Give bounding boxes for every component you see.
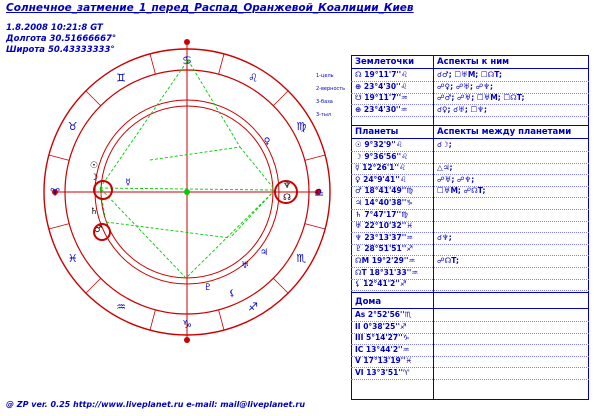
planet-glyph-4: ♆ [282, 181, 292, 191]
aspect-line-2 [100, 188, 186, 278]
chart-latitude: Широта 50.43333333° [6, 45, 115, 55]
planet-glyph-7: ♃ [259, 248, 269, 258]
planet-glyph-6: ♀ [263, 137, 271, 147]
side-label-3: 3-база [316, 99, 333, 105]
point-row-name: ⊕ 23°4'30''♌ [355, 81, 408, 91]
planet-row-name: ♀ 24°9'41''♌ [355, 174, 407, 184]
planet-glyph-1: ☽ [89, 173, 99, 183]
zodiac-divider [273, 91, 288, 106]
house-row-name: III 5°14'27''♑ [355, 333, 410, 342]
planet-row-aspects: ☍♅; ☍♆; [437, 174, 475, 184]
planet-row-name: ♃ 14°40'38''♑ [355, 198, 414, 207]
planet-row-name: ♂ 18°41'49''♍ [355, 186, 414, 196]
planets-aspects-header: Аспекты между планетами [437, 127, 572, 137]
planet-glyph-5: ☊ [283, 193, 291, 203]
table-column-divider [433, 55, 434, 400]
planet-row-name: ♄ 7°47'17''♍ [355, 209, 408, 219]
mc-marker [184, 39, 190, 45]
planet-row-aspects: ☐♅M; ☍☊T; [437, 186, 486, 196]
zodiac-sign-9: ♑ [182, 318, 192, 331]
house-row-name: II 0°38'25''♐ [355, 321, 407, 331]
point-row-aspects: ☍♂; ☍♅; ☐♅M; ☐☊T; [437, 93, 525, 102]
zodiac-divider [150, 54, 155, 74]
planet-row-aspects: ☍☊T; [437, 256, 459, 265]
table-header-divider [351, 68, 589, 69]
zodiac-sign-3: ♋ [182, 54, 192, 67]
house-row-name: As 2°52'56''♏ [355, 310, 412, 319]
zodiac-sign-5: ♍ [296, 120, 307, 133]
planet-glyph-2: ♄ [89, 207, 99, 217]
side-label-1: 1-цель [316, 73, 334, 79]
point-row-aspects: ☌♀; ☌♅; ☐♆; [437, 104, 487, 114]
zodiac-sign-2: ♊ [116, 71, 126, 85]
zodiac-sign-1: ♉ [67, 120, 78, 133]
planet-row-name: ☉ 9°32'9''♌ [355, 140, 403, 149]
ic-marker [184, 337, 190, 343]
points-header: Землеточки [355, 57, 415, 67]
zodiac-sign-11: ♓ [67, 252, 78, 265]
aspect-line-7 [150, 147, 240, 160]
house-row-name: VI 13°3'51''♈ [355, 367, 410, 377]
zodiac-sign-0: ♈ [50, 186, 60, 199]
table-header-divider [351, 308, 589, 309]
zodiac-sign-8: ♐ [248, 300, 258, 314]
point-row-name: ⊕ 23°4'30''♒ [355, 104, 408, 114]
zodiac-sign-4: ♌ [248, 71, 258, 85]
planet-row-name: ♅ 22°10'32''♓ [355, 221, 414, 231]
planet-row-aspects: ☌♆; [437, 232, 452, 242]
aspect-line-6 [106, 222, 230, 238]
planet-glyph-11: ☿ [125, 178, 131, 188]
table-header-divider [351, 138, 589, 139]
house-row-name: V 17°13'19''♓ [355, 356, 413, 365]
table-section-divider [351, 292, 589, 293]
planet-glyph-8: ♅ [240, 261, 250, 271]
zodiac-divider [273, 278, 288, 293]
zodiac-divider [150, 310, 155, 330]
point-row-aspects: ☍♀; ☍♅; ☍♆; [437, 81, 493, 91]
zodiac-divider [86, 91, 101, 106]
aspect-line-9 [230, 190, 275, 238]
chart-title: Солнечное_затмение_1_перед_Распад_Оранжевой_Коалиции_Киев [6, 2, 414, 14]
footer-text: @ ZP ver. 0.25 http://www.liveplanet.ru e-mail: mail@liveplanet.ru [6, 400, 306, 409]
planet-row-name: ⚸ 12°41'2''♐ [355, 279, 407, 289]
points-aspects-header: Аспекты к ним [437, 57, 510, 67]
planet-glyph-9: ♇ [203, 283, 213, 293]
side-label-2: 2-верность [316, 86, 346, 92]
planet-row-aspects: ☌☽; [437, 140, 452, 149]
houses-header: Дома [355, 297, 382, 307]
aspect-line-5 [100, 60, 188, 188]
chart-date: 1.8.2008 10:21:8 GT [6, 23, 103, 33]
side-label-4: 3-тыл [316, 112, 332, 118]
planets-header: Планеты [355, 127, 399, 137]
zodiac-divider [219, 310, 224, 330]
zodiac-sign-6: ♎ [314, 186, 324, 199]
point-row-aspects: ☌♂; ☐♅M; ☐☊T; [437, 70, 502, 79]
row-divider [351, 379, 589, 380]
planet-glyph-0: ☉ [89, 161, 99, 171]
planet-glyph-10: ⚸ [228, 289, 236, 299]
row-divider [351, 116, 589, 117]
zodiac-divider [305, 224, 325, 229]
planet-row-name: ☽ 9°36'56''♌ [355, 151, 408, 161]
zodiac-sign-10: ♒ [116, 300, 126, 314]
planet-row-aspects: △♃; [437, 163, 453, 173]
planet-row-name: ☊M 19°2'29''♒ [355, 256, 416, 265]
point-row-name: ☋ 19°11'7''♒ [355, 93, 408, 102]
zodiac-divider [49, 155, 69, 160]
planet-row-name: ☊T 18°31'33''♒ [355, 267, 419, 277]
planet-row-name: ☿ 12°26'1''♌ [355, 163, 406, 173]
planet-row-name: ♆ 23°13'37''♒ [355, 232, 414, 242]
chart-longitude: Долгота 30.51666667° [6, 34, 117, 44]
point-row-name: ☊ 19°11'7''♌ [355, 70, 408, 79]
zodiac-divider [86, 278, 101, 293]
house-row-name: IC 13°44'2''♒ [355, 344, 410, 354]
center-point [184, 189, 190, 195]
zodiac-divider [49, 224, 69, 229]
zodiac-divider [219, 54, 224, 74]
zodiac-divider [305, 155, 325, 160]
planet-row-name: ♇ 28°51'51''♐ [355, 244, 414, 254]
zodiac-sign-7: ♏ [296, 252, 307, 265]
planet-glyph-3: ♂ [93, 225, 103, 235]
table-section-divider [351, 125, 589, 126]
